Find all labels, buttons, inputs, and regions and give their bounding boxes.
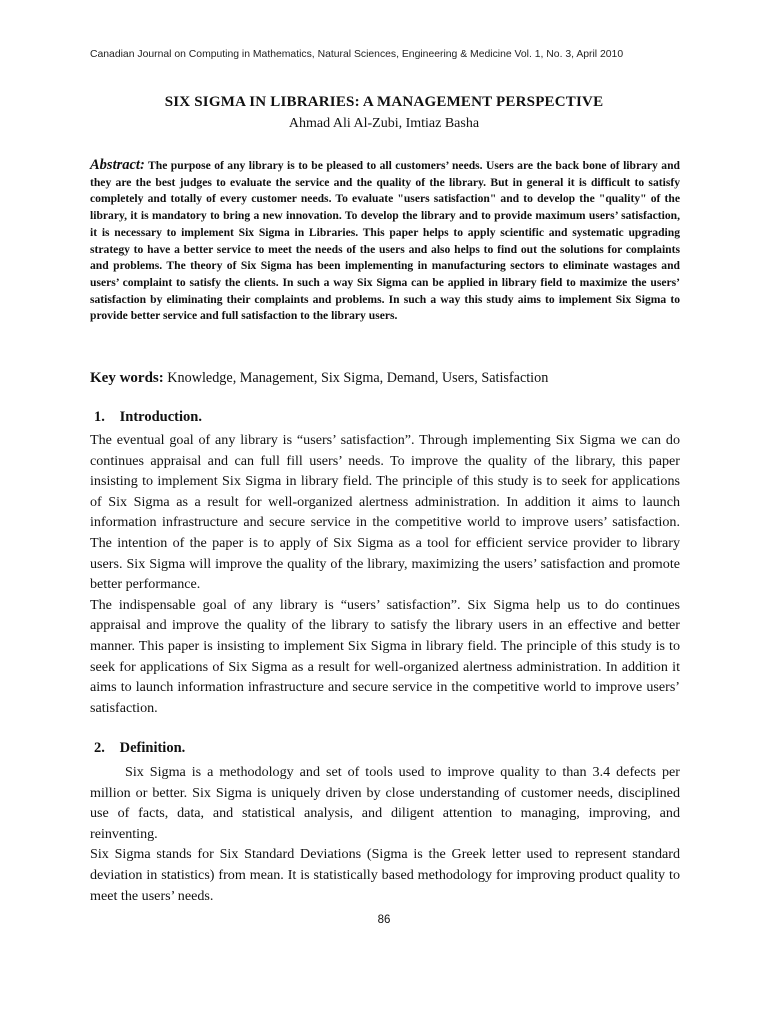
page-number: 86 (377, 914, 391, 926)
section-number: 1. (94, 409, 105, 425)
paper-authors: Ahmad Ali Al-Zubi, Imtiaz Basha (288, 116, 480, 131)
journal-running-header: Canadian Journal on Computing in Mathematics, Natural Sciences, Engineering & Medicine Vol. 1, No. 3, April 2010 (90, 49, 624, 60)
section-heading-definition (94, 740, 594, 757)
section-title: Definition. (119, 740, 186, 756)
section-body-introduction (90, 430, 680, 718)
paragraph: The eventual goal of any library is “users’ satisfaction”. Through implementing Six Sigma we can do continues appraisal and can full fill users’ needs. To improve the quality of the library, this paper insisting to implement Six Sigma in library field. The principle of this study is to seek for applications of Six Sigma as a result for well-organized alertness administration. In addition it aims to launch information infrastructure and secure service in the competitive world to improve users’ satisfaction. The intention of the paper is to apply of Six Sigma as a tool for efficient service provider to library users. Six Sigma will improve the quality of the library, maximizing the users’ satisfaction and promote better performance. (90, 432, 680, 593)
paper-title: SIX SIGMA IN LIBRARIES: A MANAGEMENT PERSPECTIVE (164, 94, 604, 110)
abstract-text: The purpose of any library is to be pleased to all customers’ needs. Users are the back bone of library and they are the best judges to evaluate the service and the quality of the library. But in general it is difficult to satisfy completely and totally of every customer needs. To evaluate "users satisfaction" and to develop the "quality" of the library, it is mandatory to bring a new innovation. To develop the library and to provide maximum users’ satisfaction, it is necessary to implement Six Sigma in Libraries. This paper helps to apply scientific and systematic upgrading strategy to have a better service to meet the needs of the users and also helps to find out the solutions for complaints and problems. The theory of Six Sigma has been implementing in manufacturing sectors to eliminate wastages and users’ complaint to satisfy the clients. In such a way Six Sigma can be applied in library field to maximize the users’ satisfaction by eliminating their complaints and problems. In such a way this study aims to implement Six Sigma to provide better service and full satisfaction to the library users. (90, 159, 680, 323)
keywords-text: Knowledge, Management, Six Sigma, Demand, Users, Satisfaction (167, 370, 549, 386)
keywords-line (90, 370, 690, 387)
paragraph: The indispensable goal of any library is “users’ satisfaction”. Six Sigma help us to do continues appraisal and improve the quality of the library to satisfy the library users in an effective and better manner. This paper is insisting to implement Six Sigma in library field. The principle of this study is to seek for applications of Six Sigma as a result for well-organized alertness administration. In addition it aims to launch information infrastructure and secure service in the competitive world to improve users’ satisfaction. (90, 596, 680, 716)
section-body-definition (90, 762, 680, 906)
paragraph: Six Sigma is a methodology and set of tools used to improve quality to than 3.4 defects per million or better. Six Sigma is uniquely driven by close understanding of customer needs, disciplined use of facts, data, and statistical analysis, and diligent attention to managing, improving, and reinventing. (90, 764, 680, 842)
abstract-label: Abstract: (90, 157, 145, 173)
abstract-block (90, 157, 680, 325)
section-number: 2. (94, 740, 105, 756)
paragraph: Six Sigma stands for Six Standard Deviations (Sigma is the Greek letter used to represent standard deviation in statistics) from mean. It is statistically based methodology for improving product quality to meet the users’ needs. (90, 846, 680, 904)
section-title: Introduction. (119, 409, 202, 425)
section-heading-introduction (94, 409, 594, 426)
keywords-label: Key words: (90, 370, 164, 386)
